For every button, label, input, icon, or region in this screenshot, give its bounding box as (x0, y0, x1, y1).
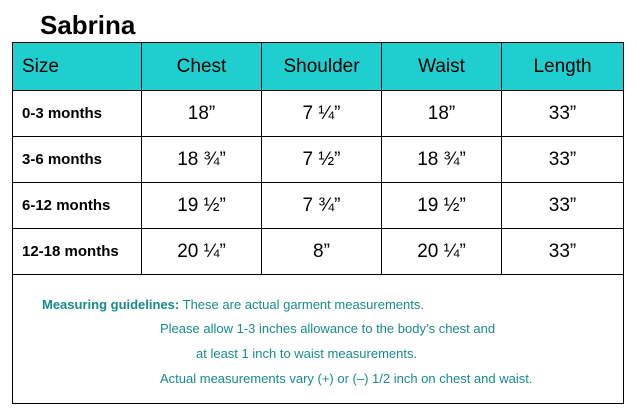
header-length: Length (502, 43, 624, 91)
measuring-guidelines (13, 275, 624, 404)
waist-cell: 18” (382, 91, 502, 137)
header-size: Size (13, 43, 142, 91)
header-chest: Chest (142, 43, 262, 91)
table-row (13, 91, 624, 137)
table-header-row (13, 43, 624, 91)
table-row (13, 137, 624, 183)
chest-cell: 20 ¼” (142, 229, 262, 275)
table-row (13, 229, 624, 275)
size-cell: 3-6 months (13, 137, 142, 183)
size-cell: 0-3 months (13, 91, 142, 137)
size-chart-table (12, 42, 624, 404)
waist-cell: 20 ¼” (382, 229, 502, 275)
table-row (13, 183, 624, 229)
guideline-line-3: at least 1 inch to waist measurements. (196, 346, 418, 361)
shoulder-cell: 8” (262, 229, 382, 275)
guideline-line-1 (42, 297, 424, 313)
notes-row (13, 275, 624, 404)
header-shoulder: Shoulder (262, 43, 382, 91)
header-waist: Waist (382, 43, 502, 91)
page-title: Sabrina (40, 10, 136, 40)
size-cell: 6-12 months (13, 183, 142, 229)
chest-cell: 18” (142, 91, 262, 137)
length-cell: 33” (502, 137, 624, 183)
length-cell: 33” (502, 91, 624, 137)
guideline-line-2: Please allow 1-3 inches allowance to the body’s chest and (160, 321, 496, 336)
guideline-label: Measuring guidelines: (42, 297, 180, 312)
chest-cell: 19 ½” (142, 183, 262, 229)
length-cell: 33” (502, 229, 624, 275)
chest-cell: 18 ¾” (142, 137, 262, 183)
waist-cell: 19 ½” (382, 183, 502, 229)
shoulder-cell: 7 ¾” (262, 183, 382, 229)
shoulder-cell: 7 ½” (262, 137, 382, 183)
guideline-text-1: These are actual garment measurements. (182, 297, 424, 312)
shoulder-cell: 7 ¼” (262, 91, 382, 137)
guideline-line-4: Actual measurements vary (+) or (–) 1/2 inch on chest and waist. (160, 371, 533, 386)
length-cell: 33” (502, 183, 624, 229)
waist-cell: 18 ¾” (382, 137, 502, 183)
size-cell: 12-18 months (13, 229, 142, 275)
